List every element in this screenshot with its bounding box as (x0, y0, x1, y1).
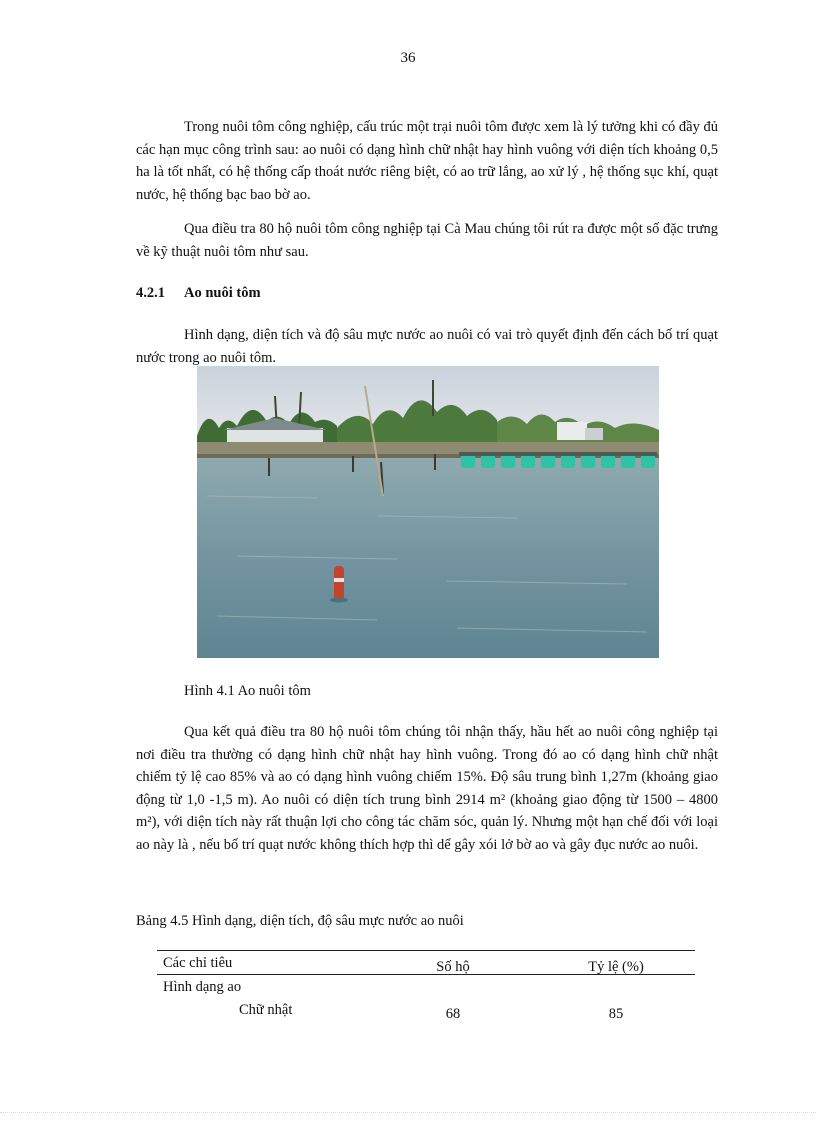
header-criteria: Các chỉ tiêu (163, 955, 233, 971)
figure-caption: Hình 4.1 Ao nuôi tôm (184, 683, 311, 699)
table-row: Chữ nhật 68 85 (239, 1002, 624, 1022)
paragraph-survey-intro: Qua điều tra 80 hộ nuôi tôm công nghiệp tại Cà Mau chúng tôi rút ra được một số đặc trưng về kỹ thuật nuôi tôm như sau. (136, 221, 718, 260)
paragraph-farm-structure: Trong nuôi tôm công nghiệp, cấu trúc một trại nuôi tôm được xem là lý tưởng khi có đầy đủ các hạn mục công trình sau: ao nuôi có dạng hình chữ nhật hay hình vuông với diện tích khoảng 0,5 ha là tốt nhất, có hệ thống cấp thoát nước riêng biệt, có ao trữ lắng, ao xử lý , hệ thống sục khí, quạt nước, hệ thống bạc bao bờ ao. (136, 119, 718, 203)
table-header-row: Các chỉ tiêu Số hộ Tỷ lệ (%) (163, 955, 644, 975)
pond-water (197, 458, 659, 658)
paragraph-pond-shape: Hình dạng, diện tích và độ sâu mực nước ao nuôi có vai trò quyết định đến cách bố trí quạt nước trong ao nuôi tôm. (136, 327, 718, 366)
paragraph-survey-results: Qua kết quả điều tra 80 hộ nuôi tôm chúng tôi nhận thấy, hầu hết ao nuôi công nghiệp tại nơi điều tra thường có dạng hình chữ nhật hay hình vuông. Trong đó ao có dạng hình chữ nhật chiếm tỷ lệ cao 85% và ao có dạng hình vuông chiếm 15%. Độ sâu trung bình 1,27m (khoảng giao động từ 1,0 -1,5 m). Ao nuôi có diện tích trung bình 2914 m² (khoảng giao động từ 1500 – 4800 m²), với diện tích này rất thuận lợi cho công tác chăm sóc, quản lý. Nhưng một hạn chế đối với loại ao này là , nếu bố trí quạt nước không thích hợp thì dể gây xói lở bờ ao và gây đục nước ao nuôi. (136, 724, 718, 853)
section-heading (136, 285, 261, 302)
group-label: Hình dạng ao (163, 979, 242, 995)
table-group-row (157, 975, 695, 998)
page-number: 36 (400, 50, 416, 66)
row-label: Chữ nhật (239, 1002, 293, 1018)
shrimp-pond-photo (197, 366, 659, 658)
pond-characteristics-table (157, 950, 695, 1021)
table-caption: Bảng 4.5 Hình dạng, diện tích, độ sâu mực nước ao nuôi (136, 913, 464, 929)
section-title: Ao nuôi tôm (184, 285, 261, 301)
section-number: 4.2.1 (136, 285, 165, 301)
footer-divider (0, 1112, 816, 1113)
